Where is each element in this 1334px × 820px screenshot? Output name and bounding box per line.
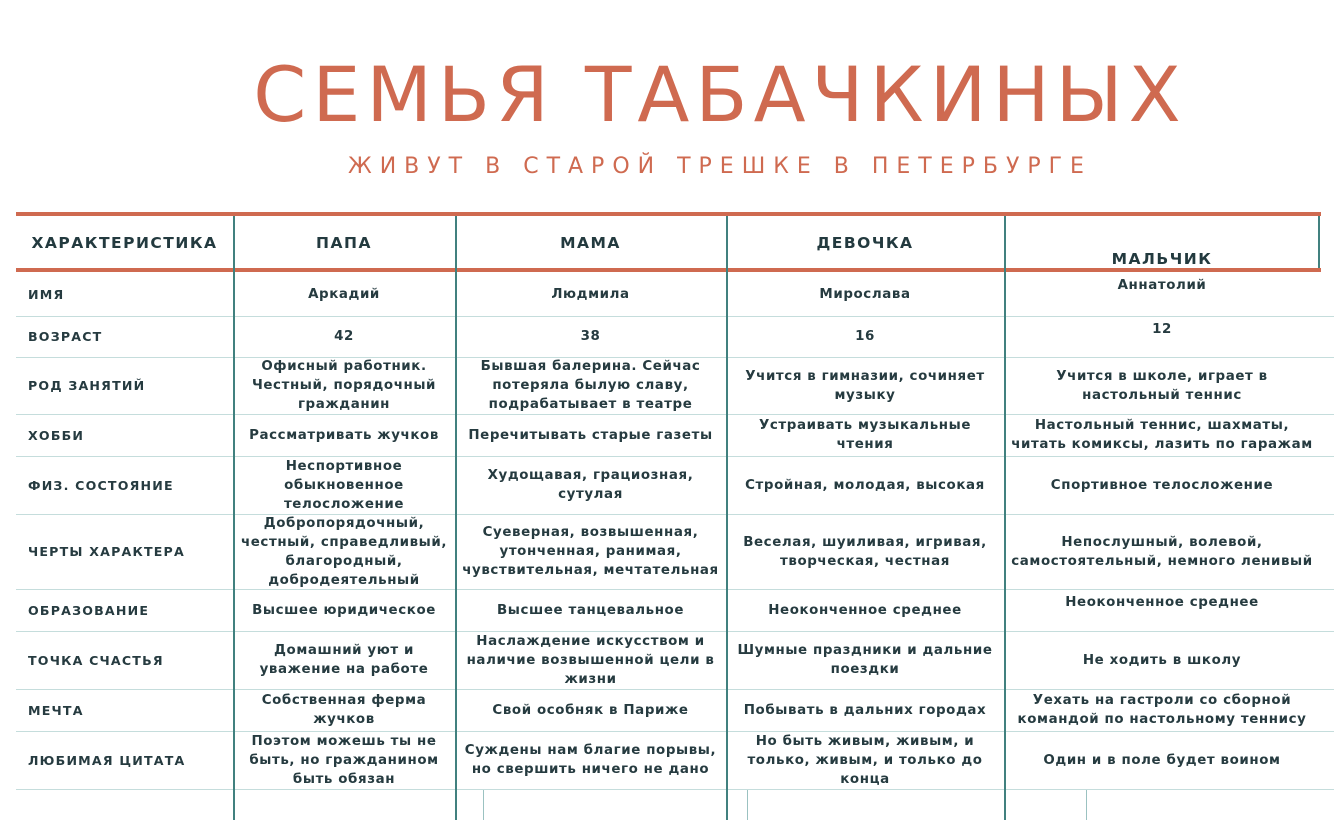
table-cell: 38 <box>580 329 601 344</box>
table-cell: Аркадий <box>308 286 380 302</box>
table-cell: Высшее юридическое <box>252 602 436 618</box>
table-cell: Домашний уют и уважение на работе <box>259 643 429 677</box>
table-cell: Добропорядочный, честный, справедливый, благородный, добродеятельный <box>240 515 448 588</box>
table-cell: Высшее танцевальное <box>496 602 685 618</box>
table-cell: Аннатолий <box>1117 278 1207 293</box>
row-label: МЕЧТА <box>28 702 84 718</box>
page-subtitle: ЖИВУТ В СТАРОЙ ТРЕШКЕ В ПЕТЕРБУРГЕ <box>348 154 1092 179</box>
table-cell: Учится в гимназии, сочиняет музыку <box>745 368 985 403</box>
table-cell: Учится в школе, играет в настольный теннис <box>1056 368 1268 403</box>
row-label: ОБРАЗОВАНИЕ <box>28 602 150 618</box>
table-cell: Худощавая, грациозная, сутулая <box>487 468 694 502</box>
header-4: МАЛЬЧИК <box>1111 250 1213 268</box>
table-cell: Людмила <box>551 286 630 302</box>
table-cell: Спортивное телосложение <box>1050 477 1274 493</box>
header-0: ХАРАКТЕРИСТИКА <box>31 234 218 252</box>
table-cell: Суеверная, возвышенная, утонченная, ранимая, чувствительная, мечтательная <box>462 525 719 578</box>
table-cell: 16 <box>855 329 875 344</box>
table-cell: Устраивать музыкальные чтения <box>758 418 972 452</box>
table-cell: Неоконченное среднее <box>1065 595 1259 610</box>
table-cell: Суждены нам благие порывы, но свершить ничего не дано <box>464 743 717 777</box>
table-cell: Не ходить в школу <box>1082 652 1242 668</box>
row-divider <box>16 789 1334 790</box>
row-label: ЛЮБИМАЯ ЦИТАТА <box>28 752 186 768</box>
table-cell: 12 <box>1152 322 1172 337</box>
table-cell: Собственная ферма жучков <box>261 693 427 727</box>
row-label: ИМЯ <box>28 286 65 302</box>
table-cell: Свой особняк в Париже <box>492 702 689 718</box>
table-cell: Рассматривать жучков <box>249 427 439 443</box>
table-cell: Веселая, шуиливая, игривая, творческая, честная <box>743 534 987 569</box>
table-cell: Офисный работник. Честный, порядочный гражданин <box>251 359 437 412</box>
table-cell: Один и в поле будет воином <box>1043 752 1281 768</box>
header-2: МАМА <box>560 234 621 252</box>
table-cell: Перечитывать старые газеты <box>468 427 713 443</box>
table-cell: Неспортивное обыкновенное телосложение <box>283 458 405 512</box>
table-cell: Побывать в дальних городах <box>743 702 987 718</box>
header-3: ДЕВОЧКА <box>816 234 914 252</box>
row-label: ТОЧКА СЧАСТЬЯ <box>28 652 164 668</box>
table-cell: Уехать на гастроли со сборной командой по настольному теннису <box>1017 693 1307 727</box>
row-label: ЧЕРТЫ ХАРАКТЕРА <box>28 544 185 559</box>
row-label: ХОББИ <box>28 427 85 443</box>
table-cell: Шумные праздники и дальние поездки <box>737 643 993 677</box>
table-cell: Наслаждение искусством и наличие возвышенной цели в жизни <box>466 633 715 687</box>
table-cell: Настольный теннис, шахматы, читать комиксы, лазить по гаражам <box>1011 418 1313 452</box>
column-divider <box>1086 790 1087 820</box>
row-label: ФИЗ. СОСТОЯНИЕ <box>28 477 174 493</box>
row-label: ВОЗРАСТ <box>28 329 103 344</box>
table-cell: Мирослава <box>819 286 911 302</box>
table-cell: Неоконченное среднее <box>768 602 962 618</box>
table-cell: Но быть живым, живым, и только, живым, и только до конца <box>747 733 983 787</box>
table-cell: Стройная, молодая, высокая <box>745 477 985 493</box>
column-divider <box>483 790 484 820</box>
table-cell: Непослушный, волевой, самостоятельный, немного ленивый <box>1011 534 1313 569</box>
row-label: РОД ЗАНЯТИЙ <box>28 378 146 393</box>
column-divider <box>747 790 748 820</box>
page-title: СЕМЬЯ ТАБАЧКИНЫХ <box>253 50 1187 139</box>
table-cell: 42 <box>334 329 354 344</box>
table-cell: Поэтом можешь ты не быть, но гражданином быть обязан <box>249 733 439 787</box>
table-cell: Бывшая балерина. Сейчас потеряла былую славу, подрабатывает в театре <box>480 359 701 412</box>
header-1: ПАПА <box>316 234 372 252</box>
